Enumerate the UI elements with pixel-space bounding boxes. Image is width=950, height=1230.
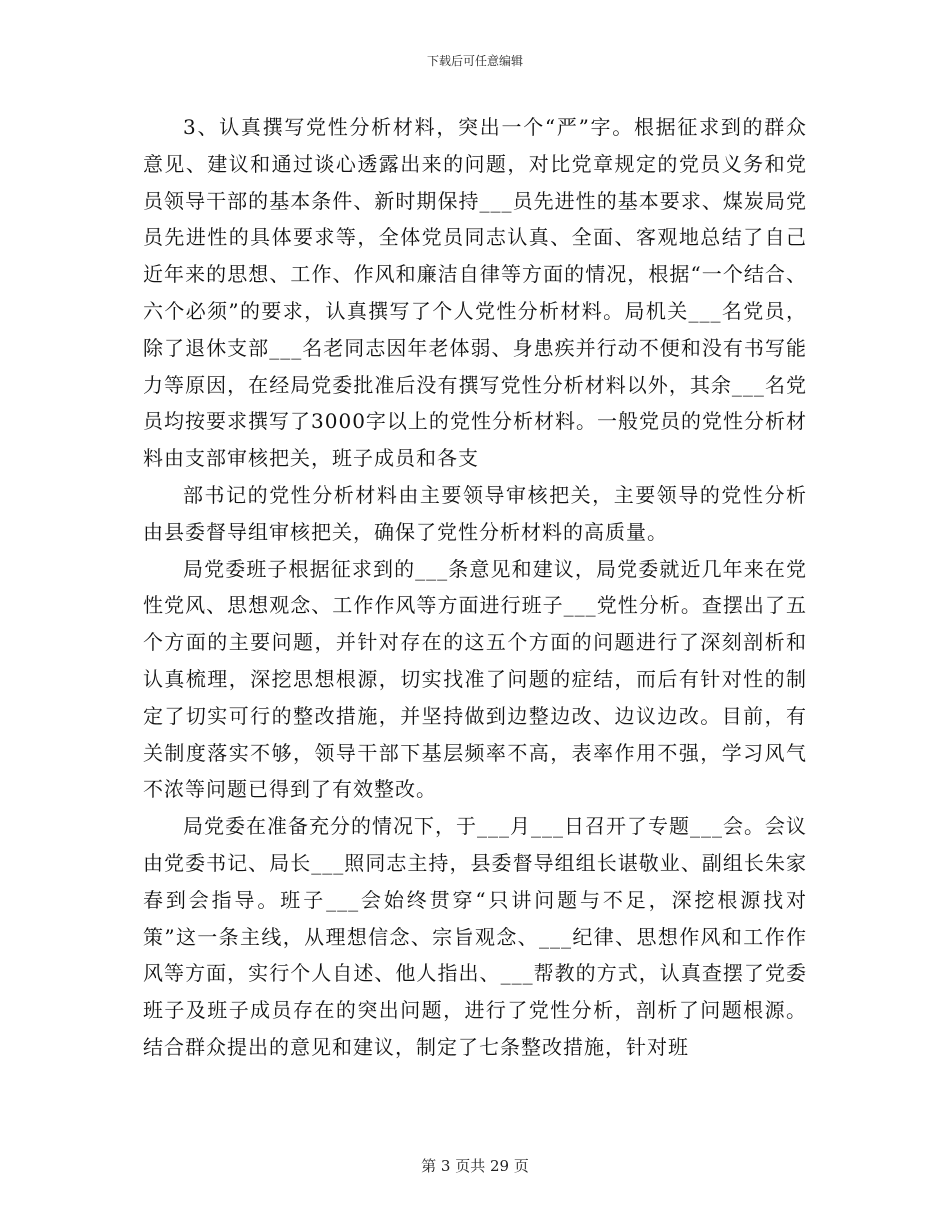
page-footer: 第 3 页共 29 页: [421, 1157, 529, 1175]
paragraph-4: 局党委在准备充分的情况下，于___月___日召开了专题___会。会议由党委书记、局长___照同志主持，县委督导组组长谌敬业、副组长朱家春到会指导。班子___会始终贯穿“只讲问题与不足，深挖根源找对策”这一条主线，从理想信念、宗旨观念、___纪律、思想作风和工作作风等方面，实行个人自述、他人指出、___帮教的方式，认真查摆了党委班子及班子成员存在的突出问题，进行了党性分析，剖析了问题根源。结合群众提出的意见和建议，制定了七条整改措施，针对班: [143, 814, 807, 1059]
paragraph-3: 局党委班子根据征求到的___条意见和建议，局党委就近几年来在党性党风、思想观念、工作作风等方面进行班子___党性分析。查摆出了五个方面的主要问题，并针对存在的这五个方面的问题进行了深刻剖析和认真梳理，深挖思想根源，切实找准了问题的症结，而后有针对性的制定了切实可行的整改措施，并坚持做到边整边改、边议边改。目前，有关制度落实不够，领导干部下基层频率不高，表率作用不强，学习风气不浓等问题已得到了有效整改。: [143, 556, 807, 802]
document-body: [143, 109, 807, 1066]
page-header: 下载后可任意编辑: [426, 54, 523, 68]
paragraph-2: 部书记的党性分析材料由主要领导审核把关，主要领导的党性分析由县委督导组审核把关，确保了党性分析材料的高质量。: [143, 482, 807, 544]
paragraph-1: 3、认真撰写党性分析材料，突出一个“严”字。根据征求到的群众意见、建议和通过谈心透露出来的问题，对比党章规定的党员义务和党员领导干部的基本条件、新时期保持___员先进性的基本要求、煤炭局党员先进性的具体要求等，全体党员同志认真、全面、客观地总结了自己近年来的思想、工作、作风和廉洁自律等方面的情况，根据“一个结合、六个必须”的要求，认真撰写了个人党性分析材料。局机关___名党员，除了退休支部___名老同志因年老体弱、身患疾并行动不便和没有书写能力等原因，在经局党委批准后没有撰写党性分析材料以外，其余___名党员均按要求撰写了3000字以上的党性分析材料。一般党员的党性分析材料由支部审核把关，班子成员和各支: [143, 115, 807, 471]
